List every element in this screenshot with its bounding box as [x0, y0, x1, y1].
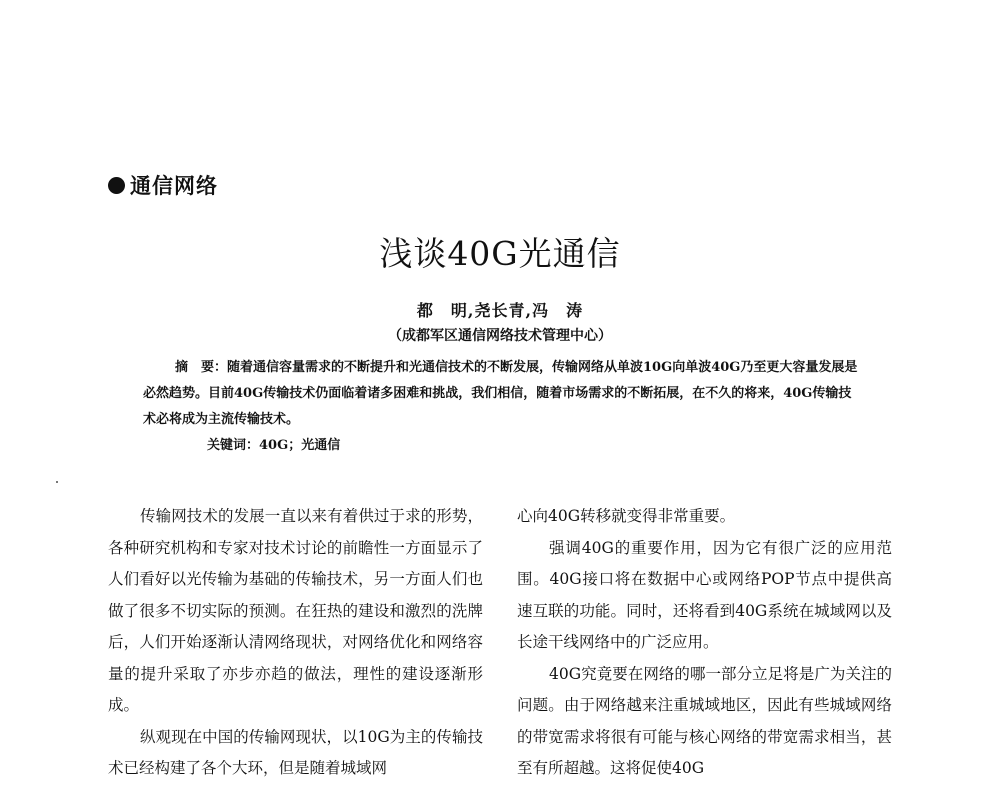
body-paragraph: 40G究竟要在网络的哪一部分立足将是广为关注的问题。由于网络越来注重城域地区，因此有些城域网络的带宽需求将很有可能与核心网络的带宽需求相当，甚至有所超越。这将促使40G: [517, 664, 892, 777]
body-right-column: [517, 501, 892, 785]
body-paragraph: 传输网技术的发展一直以来有着供过于求的形势，各种研究机构和专家对技术讨论的前瞻性一方面显示了人们看好以光传输为基础的传输技术，另一方面人们也做了很多不切实际的预测。在狂热的建设和激烈的洗牌后，人们开始逐渐认清网络现状，对网络优化和网络容量的提升采取了亦步亦趋的做法，理性的建设逐渐形成。: [108, 507, 483, 714]
bullet-icon: [108, 177, 125, 194]
abstract-block: [143, 355, 863, 459]
keywords-line: [143, 433, 863, 459]
body-paragraph: 强调40G的重要作用，因为它有很广泛的应用范围。40G接口将在数据中心或网络POP节点中提供高速互联的功能。同时，还将看到40G系统在城域网以及长途干线网络中的广泛应用。: [517, 538, 892, 651]
article-authors: 都 明,尧长青,冯 涛: [416, 301, 584, 320]
author-affiliation: （成都军区通信网络技术管理中心）: [388, 328, 612, 344]
abstract-paragraph: [143, 355, 863, 433]
body-paragraph: 心向40G转移就变得非常重要。: [517, 507, 736, 525]
body-left-column: [108, 501, 483, 785]
article-title: 浅谈40G光通信: [379, 234, 621, 273]
section-heading: [108, 170, 218, 200]
keywords-label: 关键词：: [207, 438, 260, 453]
body-paragraph: 纵观现在中国的传输网现状，以10G为主的传输技术已经构建了各个大环，但是随着城域网: [108, 727, 483, 777]
abstract-text: 随着通信容量需求的不断提升和光通信技术的不断发展，传输网络从单波10G向单波40G乃至更大容量发展是必然趋势。目前40G传输技术仍面临着诸多困难和挑战，我们相信，随着市场需求的不断拓展，在不久的将来，40G传输技术必将成为主流传输技术。: [143, 360, 858, 427]
keywords-text: 40G；光通信: [259, 438, 341, 453]
section-label: 通信网络: [130, 174, 218, 198]
abstract-label: 摘 要：: [175, 360, 228, 375]
scan-speck: [56, 481, 58, 483]
body-columns: [108, 501, 892, 785]
